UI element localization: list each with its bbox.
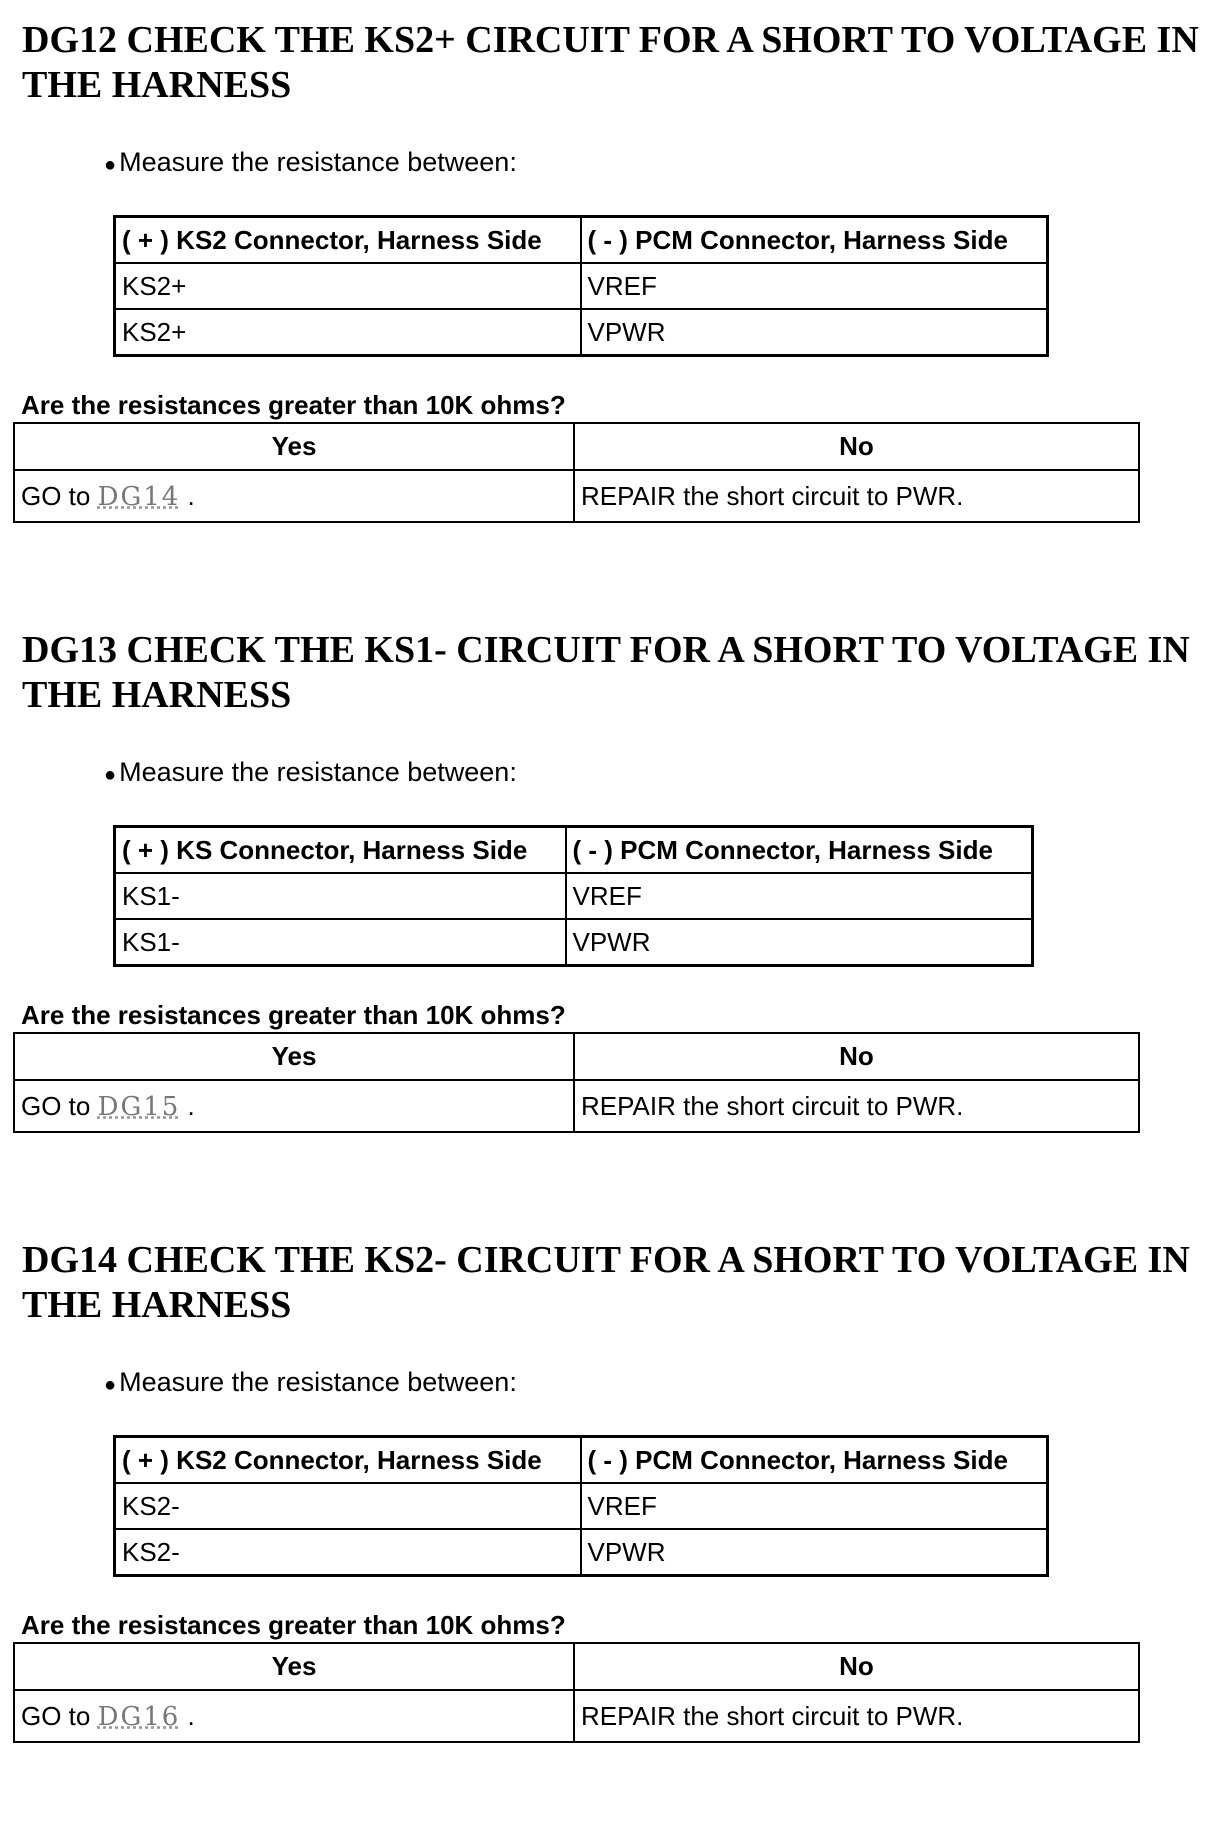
measure-table bbox=[113, 825, 1034, 967]
table-cell: VREF bbox=[566, 873, 1033, 919]
no-cell: REPAIR the short circuit to PWR. bbox=[574, 1690, 1139, 1742]
goto-prefix: GO to bbox=[21, 1700, 91, 1731]
no-header: No bbox=[574, 1643, 1139, 1690]
negative-connector-header: ( - ) PCM Connector, Harness Side bbox=[581, 217, 1048, 264]
instruction-bullet bbox=[104, 756, 517, 791]
table-cell: KS2- bbox=[115, 1529, 581, 1576]
answer-header-row bbox=[14, 1643, 1139, 1690]
answer-header-row bbox=[14, 1033, 1139, 1080]
table-cell: KS1- bbox=[115, 873, 566, 919]
table-header-row bbox=[115, 1437, 1048, 1484]
goto-dg14-link[interactable]: DG14 bbox=[97, 481, 181, 512]
no-header: No bbox=[574, 423, 1139, 470]
bullet-icon: ● bbox=[104, 1374, 117, 1396]
yes-cell bbox=[14, 1080, 574, 1132]
table-cell: KS2+ bbox=[115, 263, 581, 309]
yes-header: Yes bbox=[14, 1643, 574, 1690]
step-dg14 bbox=[0, 1220, 1216, 1830]
instruction-bullet bbox=[104, 146, 517, 181]
answer-row bbox=[14, 1080, 1139, 1132]
goto-suffix: . bbox=[187, 1090, 195, 1121]
answer-table bbox=[13, 422, 1140, 523]
goto-suffix: . bbox=[187, 1700, 195, 1731]
positive-connector-header: ( + ) KS2 Connector, Harness Side bbox=[115, 217, 581, 264]
table-row bbox=[115, 1529, 1048, 1576]
no-cell: REPAIR the short circuit to PWR. bbox=[574, 1080, 1139, 1132]
question-text: Are the resistances greater than 10K ohms? bbox=[21, 390, 566, 420]
bullet-icon: ● bbox=[104, 154, 117, 176]
table-row bbox=[115, 263, 1048, 309]
yes-cell bbox=[14, 470, 574, 522]
table-cell: VPWR bbox=[581, 1529, 1048, 1576]
yes-header: Yes bbox=[14, 423, 574, 470]
goto-dg16-link[interactable]: DG16 bbox=[97, 1701, 181, 1732]
goto-suffix: . bbox=[187, 480, 195, 511]
yes-header: Yes bbox=[14, 1033, 574, 1080]
instruction-text: Measure the resistance between: bbox=[119, 147, 517, 177]
table-cell: VREF bbox=[581, 263, 1048, 309]
goto-prefix: GO to bbox=[21, 1090, 91, 1121]
answer-table bbox=[13, 1642, 1140, 1743]
table-cell: VREF bbox=[581, 1483, 1048, 1529]
table-cell: KS2- bbox=[115, 1483, 581, 1529]
table-cell: VPWR bbox=[566, 919, 1033, 966]
no-cell: REPAIR the short circuit to PWR. bbox=[574, 470, 1139, 522]
question-text: Are the resistances greater than 10K ohms? bbox=[21, 1610, 566, 1640]
instruction-text: Measure the resistance between: bbox=[119, 757, 517, 787]
answer-row bbox=[14, 1690, 1139, 1742]
table-row bbox=[115, 919, 1033, 966]
positive-connector-header: ( + ) KS Connector, Harness Side bbox=[115, 827, 566, 874]
answer-table bbox=[13, 1032, 1140, 1133]
table-cell: VPWR bbox=[581, 309, 1048, 356]
instruction-bullet bbox=[104, 1366, 517, 1401]
goto-dg15-link[interactable]: DG15 bbox=[97, 1091, 181, 1122]
table-cell: KS2+ bbox=[115, 309, 581, 356]
negative-connector-header: ( - ) PCM Connector, Harness Side bbox=[581, 1437, 1048, 1484]
table-row bbox=[115, 873, 1033, 919]
step-dg13 bbox=[0, 610, 1216, 1220]
yes-cell bbox=[14, 1690, 574, 1742]
table-row bbox=[115, 309, 1048, 356]
measure-table bbox=[113, 1435, 1049, 1577]
goto-prefix: GO to bbox=[21, 480, 91, 511]
answer-header-row bbox=[14, 423, 1139, 470]
table-row bbox=[115, 1483, 1048, 1529]
measure-table bbox=[113, 215, 1049, 357]
no-header: No bbox=[574, 1033, 1139, 1080]
table-header-row bbox=[115, 827, 1033, 874]
question-text: Are the resistances greater than 10K ohms? bbox=[21, 1000, 566, 1030]
bullet-icon: ● bbox=[104, 764, 117, 786]
step-dg12 bbox=[0, 0, 1216, 610]
step-heading: DG14 CHECK THE KS2- CIRCUIT FOR A SHORT TO VOLTAGE IN THE HARNESS bbox=[22, 1239, 1190, 1326]
instruction-text: Measure the resistance between: bbox=[119, 1367, 517, 1397]
step-heading: DG13 CHECK THE KS1- CIRCUIT FOR A SHORT TO VOLTAGE IN THE HARNESS bbox=[22, 629, 1190, 716]
negative-connector-header: ( - ) PCM Connector, Harness Side bbox=[566, 827, 1033, 874]
positive-connector-header: ( + ) KS2 Connector, Harness Side bbox=[115, 1437, 581, 1484]
answer-row bbox=[14, 470, 1139, 522]
table-header-row bbox=[115, 217, 1048, 264]
table-cell: KS1- bbox=[115, 919, 566, 966]
step-heading: DG12 CHECK THE KS2+ CIRCUIT FOR A SHORT TO VOLTAGE IN THE HARNESS bbox=[22, 19, 1199, 106]
